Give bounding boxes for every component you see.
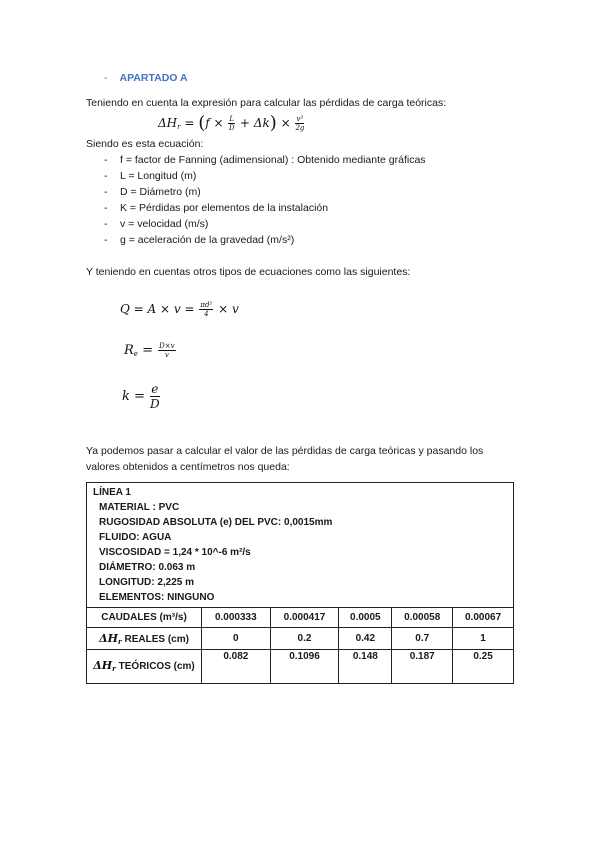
definition-text: f = factor de Fanning (adimensional) : Obtenido mediante gráficas: [120, 154, 426, 166]
frac-den-2g: 2g: [295, 124, 305, 132]
definition-bullet: -: [104, 154, 108, 166]
eq-k-den: D: [150, 397, 160, 411]
definition-bullet: -: [104, 170, 108, 182]
formula-plus-dk: + Δk: [239, 116, 270, 130]
definition-list: [104, 152, 426, 248]
frac-den-d: D: [228, 124, 235, 132]
table-cell: 0.1096: [270, 650, 339, 684]
table-cell: 0.2: [270, 628, 339, 650]
table-cell: 0.00058: [392, 608, 453, 628]
definition-bullet: -: [104, 186, 108, 198]
eq-k-num: e: [151, 382, 159, 396]
table-cell: 0.00067: [453, 608, 514, 628]
formula-f: f: [205, 116, 210, 130]
formula-times: ×: [213, 116, 224, 130]
equation-k: [122, 382, 161, 411]
definition-bullet: -: [104, 234, 108, 246]
table-row-caudales: [87, 608, 514, 628]
conclusion-line-1: Ya podemos pasar a calcular el valor de las pérdidas de carga teóricas y pasando los: [86, 445, 484, 457]
definition-item: [104, 216, 426, 232]
table-cell: 0.0005: [339, 608, 392, 628]
table-cell: 0.42: [339, 628, 392, 650]
info-line-fluid: FLUIDO: AGUA: [99, 532, 172, 543]
eq-k-frac: [150, 382, 160, 411]
formula-lhs: ΔH: [158, 116, 178, 130]
table-row-teoricos: [87, 650, 514, 684]
info-line-length: LONGITUD: 2,225 m: [99, 577, 195, 588]
teoricos-label-text: TEÓRICOS (cm): [115, 660, 195, 672]
eq-q-tail: × v: [218, 302, 239, 316]
definition-text: g = aceleración de la gravedad (m/s²): [120, 234, 295, 246]
formula-frac-v2g: [295, 115, 304, 132]
intro-text: Teniendo en cuenta la expresión para calcular las pérdidas de carga teóricas:: [86, 97, 447, 109]
formula-frac-ld: [228, 115, 235, 132]
section-heading: [104, 72, 188, 84]
table-cell: 0.000333: [202, 608, 271, 628]
formula-close-paren: ): [269, 112, 277, 134]
info-line-title: LÍNEA 1: [93, 487, 131, 498]
info-row: [87, 483, 514, 608]
table-cell: 0.25: [453, 650, 514, 684]
table-cell: 0.148: [339, 650, 392, 684]
table-cell: 0.187: [392, 650, 453, 684]
info-line-viscosity: VISCOSIDAD = 1,24 * 10^-6 m²/s: [99, 547, 251, 558]
definition-item: [104, 200, 426, 216]
eq-q-frac: [199, 301, 213, 318]
eq-re-sub: e: [133, 350, 138, 358]
eq-re-num: D×v: [159, 342, 175, 350]
table-cell: 1: [453, 628, 514, 650]
table-cell: 0.000417: [270, 608, 339, 628]
row-label-caudales: CAUDALES (m³/s): [87, 608, 202, 628]
heading-bullet: -: [104, 72, 108, 84]
row-label-teoricos: [87, 650, 202, 684]
definition-item: [104, 152, 426, 168]
definition-bullet: -: [104, 202, 108, 214]
table-cell: 0.082: [202, 650, 271, 684]
definition-text: L = Longitud (m): [120, 170, 197, 182]
reales-symbol: ΔH: [99, 631, 118, 645]
conclusion-line-2: valores obtenidos a centímetros nos queda:: [86, 461, 290, 473]
definition-text: D = Diámetro (m): [120, 186, 201, 198]
info-line-material: MATERIAL : PVC: [99, 502, 180, 513]
equation-re: [124, 338, 177, 367]
info-cell: [87, 483, 514, 608]
eq-re-den: v: [164, 351, 169, 359]
eq-q-num: πd²: [200, 301, 213, 309]
teoricos-symbol: ΔH: [93, 658, 113, 672]
eq-re-eq: =: [142, 343, 153, 358]
equation-q: [120, 296, 239, 322]
definition-item: [104, 232, 426, 248]
heading-title: APARTADO A: [119, 72, 188, 84]
teoricos-symbol-sub: r: [112, 663, 116, 673]
definition-item: [104, 168, 426, 184]
definition-text: K = Pérdidas por elementos de la instalación: [120, 202, 329, 214]
definition-text: v = velocidad (m/s): [120, 218, 209, 230]
formula-eq: =: [184, 116, 195, 130]
formula-times2: ×: [280, 116, 291, 130]
frac-num-v2: v²: [296, 115, 304, 123]
info-line-roughness: RUGOSIDAD ABSOLUTA (e) DEL PVC: 0,0015mm: [99, 517, 333, 528]
eq-re-frac: [158, 342, 175, 359]
table-row-reales: [87, 628, 514, 650]
eq-k-lhs: k =: [122, 389, 145, 404]
formula-main: [158, 110, 305, 140]
other-equations-intro: Y teniendo en cuentas otros tipos de ecuaciones como las siguientes:: [86, 266, 411, 278]
eq-q-den: 4: [204, 310, 209, 318]
definition-bullet: -: [104, 218, 108, 230]
eq-q-lhs: Q = A × v =: [120, 302, 195, 316]
frac-num-l: L: [229, 115, 235, 123]
row-label-reales: [87, 628, 202, 650]
definition-item: [104, 184, 426, 200]
table-cell: 0: [202, 628, 271, 650]
reales-label-text: REALES (cm): [121, 633, 189, 645]
formula-lhs-sub: r: [177, 123, 181, 131]
table-cell: 0.7: [392, 628, 453, 650]
definition-intro: Siendo es esta ecuación:: [86, 138, 204, 150]
reales-symbol-sub: r: [118, 636, 122, 646]
info-line-elements: ELEMENTOS: NINGUNO: [99, 592, 215, 603]
results-table: [86, 482, 514, 684]
info-line-diameter: DIÁMETRO: 0.063 m: [99, 562, 196, 573]
eq-re-lhs: R: [124, 343, 134, 358]
formula-open-paren: (: [198, 112, 206, 134]
